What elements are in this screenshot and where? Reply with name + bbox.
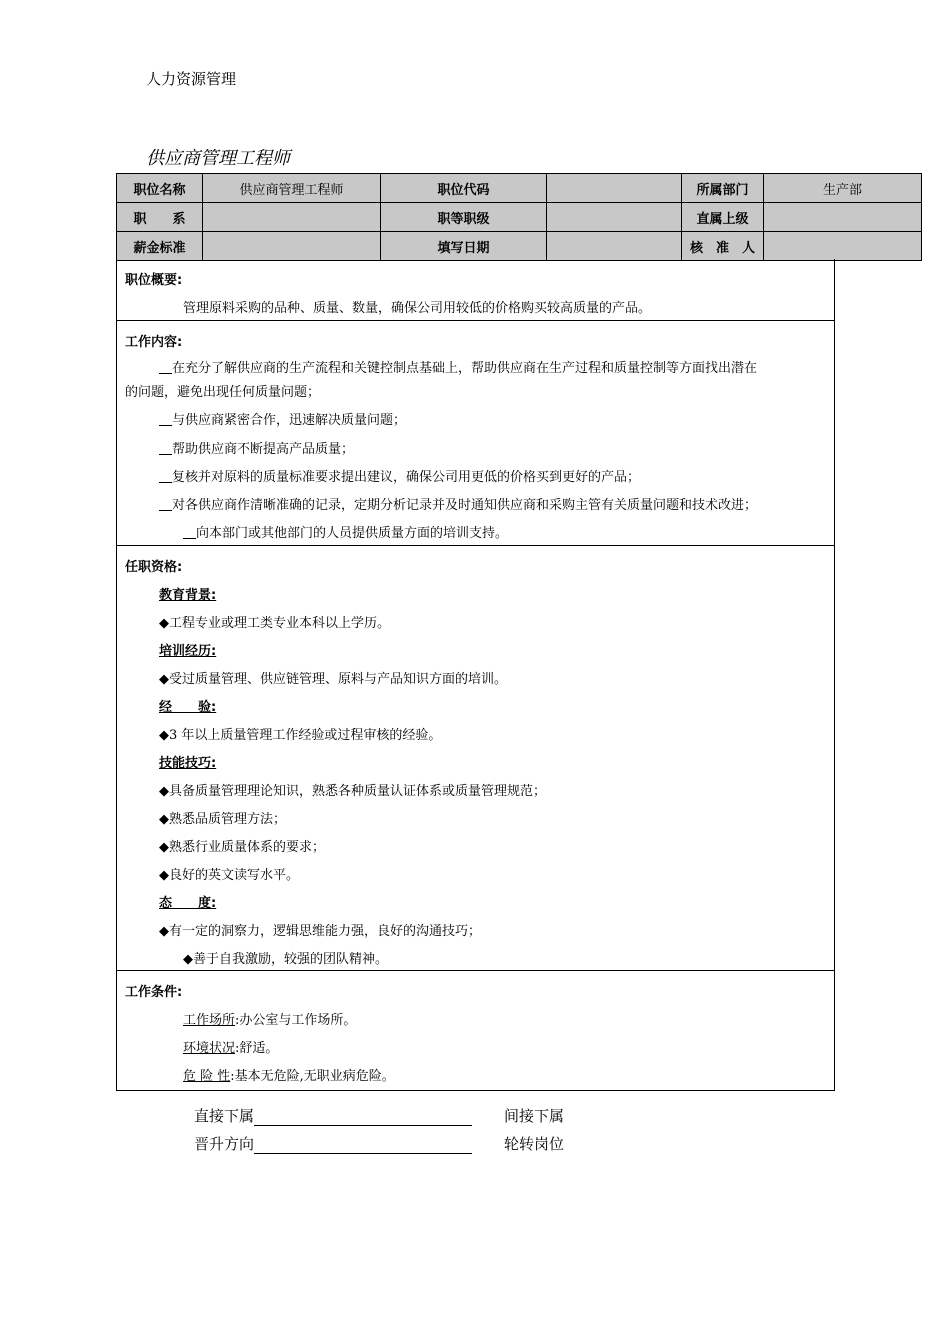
value-job-family (203, 203, 381, 232)
promotion-path (194, 1133, 472, 1154)
label-supervisor: 直属上级 (682, 203, 764, 232)
label-grade: 职等职级 (381, 203, 547, 232)
label-salary: 薪金标准 (117, 232, 203, 261)
skill-item: ◆良好的英文读写水平。 (159, 868, 299, 883)
table-row (117, 203, 922, 232)
skill-item: ◆具备质量管理理论知识，熟悉各种质量认证体系或质量管理规范； (159, 784, 546, 799)
page-header: 人力资源管理 (146, 70, 237, 88)
work-item: 在充分了解供应商的生产流程和关键控制点基础上，帮助供应商在生产过程和质量控制等方面找出潜在 (172, 361, 758, 376)
attitude-item: ◆善于自我激励，较强的团队精神。 (183, 952, 388, 967)
experience-label: 经 验: (159, 700, 217, 715)
direct-subordinate-label: 直接下属 (194, 1107, 255, 1125)
training-item: ◆受过质量管理、供应链管理、原料与产品知识方面的培训。 (159, 672, 507, 687)
work-heading: 工作内容: (125, 335, 183, 350)
indirect-subordinate-label: 间接下属 (504, 1107, 565, 1125)
promotion-path-blank (254, 1137, 472, 1154)
work-item: 帮助供应商不断提高产品质量； (172, 442, 355, 457)
value-position-code (547, 174, 682, 203)
education-item: ◆工程专业或理工类专业本科以上学历。 (159, 616, 390, 631)
value-grade (547, 203, 682, 232)
conditions-heading: 工作条件: (125, 985, 183, 1000)
skill-item: ◆熟悉行业质量体系的要求； (159, 840, 325, 855)
label-department: 所属部门 (682, 174, 764, 203)
attitude-label: 态 度: (159, 896, 217, 911)
experience-item: ◆3 年以上质量管理工作经验或过程审核的经验。 (159, 728, 442, 743)
overview-section (116, 259, 835, 321)
value-approver (764, 232, 922, 261)
qualifications-heading: 任职资格: (125, 560, 183, 575)
condition-environment: 环境状况:舒适。 (183, 1041, 279, 1056)
attitude-item: ◆有一定的洞察力，逻辑思维能力强，良好的沟通技巧； (159, 924, 481, 939)
work-conditions-section (116, 971, 835, 1091)
value-salary (203, 232, 381, 261)
skill-item: ◆熟悉品质管理方法； (159, 812, 286, 827)
label-approver: 核 准 人 (682, 232, 764, 261)
education-label: 教育背景: (159, 588, 217, 603)
condition-place: 工作场所:办公室与工作场所。 (183, 1013, 357, 1028)
label-position-code: 职位代码 (381, 174, 547, 203)
overview-heading: 职位概要: (125, 273, 183, 288)
table-row (117, 232, 922, 261)
condition-risk: 危 险 性:基本无危险,无职业病危险。 (183, 1069, 395, 1084)
rotation-position-label: 轮转岗位 (504, 1135, 565, 1153)
value-fill-date (547, 232, 682, 261)
label-position-name: 职位名称 (117, 174, 203, 203)
position-info-table (116, 173, 922, 261)
direct-subordinate (194, 1105, 472, 1126)
training-label: 培训经历: (159, 644, 217, 659)
promotion-path-label: 晋升方向 (194, 1135, 255, 1153)
skills-label: 技能技巧: (159, 756, 217, 771)
value-department: 生产部 (764, 174, 922, 203)
overview-text: 管理原料采购的品种、质量、数量，确保公司用较低的价格购买较高质量的产品。 (183, 301, 652, 316)
work-item-continued: 的问题，避免出现任何质量问题； (125, 385, 321, 400)
table-row (117, 174, 922, 203)
document-title: 供应商管理工程师 (146, 148, 290, 169)
work-item: 与供应商紧密合作，迅速解决质量问题； (172, 413, 407, 428)
work-item: 对各供应商作清晰准确的记录，定期分析记录并及时通知供应商和采购主管有关质量问题和技术改进； (172, 498, 758, 513)
work-content-section (116, 321, 835, 546)
value-position-name: 供应商管理工程师 (203, 174, 381, 203)
value-supervisor (764, 203, 922, 232)
label-job-family: 职 系 (117, 203, 203, 232)
label-fill-date: 填写日期 (381, 232, 547, 261)
direct-subordinate-blank (254, 1109, 472, 1126)
qualifications-section (116, 546, 835, 971)
work-item: 复核并对原料的质量标准要求提出建议，确保公司用更低的价格买到更好的产品； (172, 470, 641, 485)
work-item: 向本部门或其他部门的人员提供质量方面的培训支持。 (196, 526, 509, 541)
